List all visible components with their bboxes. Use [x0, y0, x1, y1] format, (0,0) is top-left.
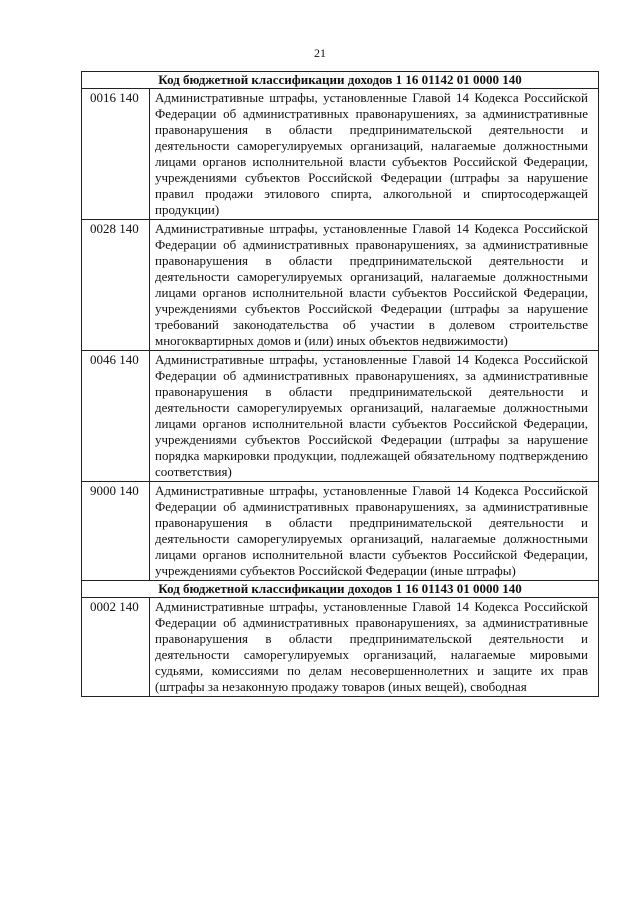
income-code: 0028 140: [82, 220, 150, 351]
table-row: [82, 351, 599, 482]
table-row: [82, 598, 599, 697]
section-header: Код бюджетной классификации доходов 1 16 01142 01 0000 140: [82, 72, 599, 89]
table-row: [82, 89, 599, 220]
income-code: 0002 140: [82, 598, 150, 697]
income-code: 0016 140: [82, 89, 150, 220]
income-code: 0046 140: [82, 351, 150, 482]
table-row: [82, 482, 599, 581]
section-header: Код бюджетной классификации доходов 1 16 01143 01 0000 140: [82, 581, 599, 598]
income-code: 9000 140: [82, 482, 150, 581]
page-number: 21: [314, 46, 326, 60]
income-description: Административные штрафы, установленные Главой 14 Кодекса Российской Федерации об административных правонарушениях, за административные правонарушения в области предпринимательской деятельности и деятельности саморегулируемых организаций, налагаемые должностными лицами органов исполнительной власти субъектов Российской Федерации, учреждениями субъектов Российской Федерации (иные штрафы): [150, 482, 599, 581]
income-description: Административные штрафы, установленные Главой 14 Кодекса Российской Федерации об административных правонарушениях, за административные правонарушения в области предпринимательской деятельности и деятельности саморегулируемых организаций, налагаемые должностными лицами органов исполнительной власти субъектов Российской Федерации, учреждениями субъектов Российской Федерации (штрафы за нарушение требований законодательства об участии в долевом строительстве многоквартирных домов и (или) иных объектов недвижимости): [150, 220, 599, 351]
table-row: [82, 220, 599, 351]
income-description: Административные штрафы, установленные Главой 14 Кодекса Российской Федерации об административных правонарушениях, за административные правонарушения в области предпринимательской деятельности и деятельности саморегулируемых организаций, налагаемые должностными лицами органов исполнительной власти субъектов Российской Федерации, учреждениями субъектов Российской Федерации (штрафы за нарушение порядка маркировки продукции, подлежащей обязательному подтверждению соответствия): [150, 351, 599, 482]
income-description: Административные штрафы, установленные Главой 14 Кодекса Российской Федерации об административных правонарушениях, за административные правонарушения в области предпринимательской деятельности и деятельности саморегулируемых организаций, налагаемые должностными лицами органов исполнительной власти субъектов Российской Федерации, учреждениями субъектов Российской Федерации (штрафы за нарушение правил продажи этилового спирта, алкогольной и спиртосодержащей продукции): [150, 89, 599, 220]
revenue-classification-table: [81, 71, 599, 697]
section-header-row: [82, 581, 599, 598]
section-header-row: [82, 72, 599, 89]
income-description: Административные штрафы, установленные Главой 14 Кодекса Российской Федерации об административных правонарушениях, за административные правонарушения в области предпринимательской деятельности и деятельности саморегулируемых организаций, налагаемые мировыми судьями, комиссиями по делам несовершеннолетних и защите их прав (штрафы за незаконную продажу товаров (иных вещей), свободная: [150, 598, 599, 697]
